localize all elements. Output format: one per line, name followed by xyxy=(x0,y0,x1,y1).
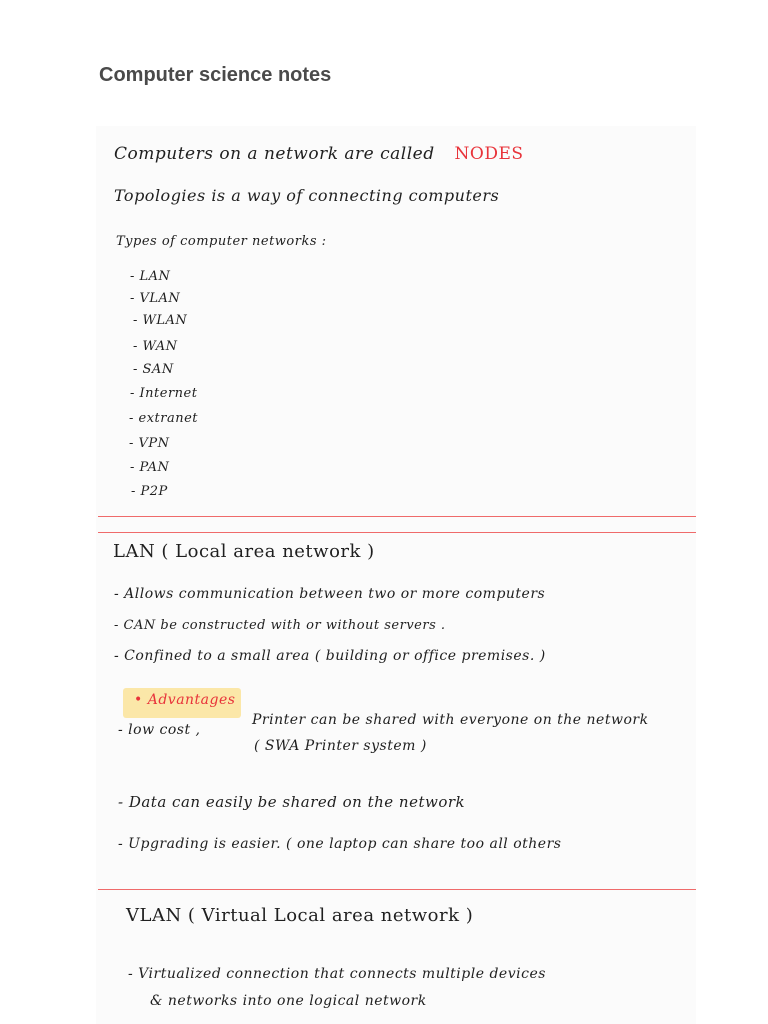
type-item: - extranet xyxy=(129,411,199,426)
nodes-line-text: Computers on a network are called xyxy=(114,144,435,164)
advantage-item: - low cost , xyxy=(118,722,201,738)
nodes-highlight: NODES xyxy=(454,144,524,164)
vlan-heading: VLAN ( Virtual Local area network ) xyxy=(126,905,474,926)
advantage-item: Printer can be shared with everyone on the network xyxy=(252,712,649,728)
nodes-line xyxy=(114,144,524,164)
vlan-line: & networks into one logical network xyxy=(150,993,427,1009)
topologies-line: Topologies is a way of connecting computers xyxy=(114,186,500,205)
type-item: - WAN xyxy=(133,339,178,354)
type-item: - VLAN xyxy=(130,291,181,306)
lan-points xyxy=(112,580,696,675)
type-item: - VPN xyxy=(129,436,170,451)
advantage-item: ( SWA Printer system ) xyxy=(254,738,427,754)
type-item: - PAN xyxy=(130,460,170,475)
type-item: - LAN xyxy=(130,269,171,284)
advantage-item: - Upgrading is easier. ( one laptop can share too all others xyxy=(118,836,562,852)
advantages-label: • Advantages xyxy=(134,692,236,708)
advantage-item: - Data can easily be shared on the network xyxy=(118,793,466,811)
section-divider xyxy=(98,532,696,533)
type-item: - SAN xyxy=(133,362,174,377)
lan-point: - Allows communication between two or more computers xyxy=(114,586,546,602)
lan-point: - CAN be constructed with or without servers . xyxy=(114,618,446,633)
page-title: Computer science notes xyxy=(99,64,332,86)
section-divider xyxy=(98,889,696,890)
advantages-list xyxy=(112,700,696,870)
type-item: - Internet xyxy=(130,386,198,401)
section-divider xyxy=(98,516,696,517)
type-item: - WLAN xyxy=(133,313,188,328)
vlan-line: - Virtualized connection that connects multiple devices xyxy=(128,966,546,982)
type-item: - P2P xyxy=(131,484,168,499)
lan-heading: LAN ( Local area network ) xyxy=(113,541,375,562)
lan-point: - Confined to a small area ( building or office premises. ) xyxy=(114,648,546,664)
types-heading: Types of computer networks : xyxy=(116,234,327,249)
